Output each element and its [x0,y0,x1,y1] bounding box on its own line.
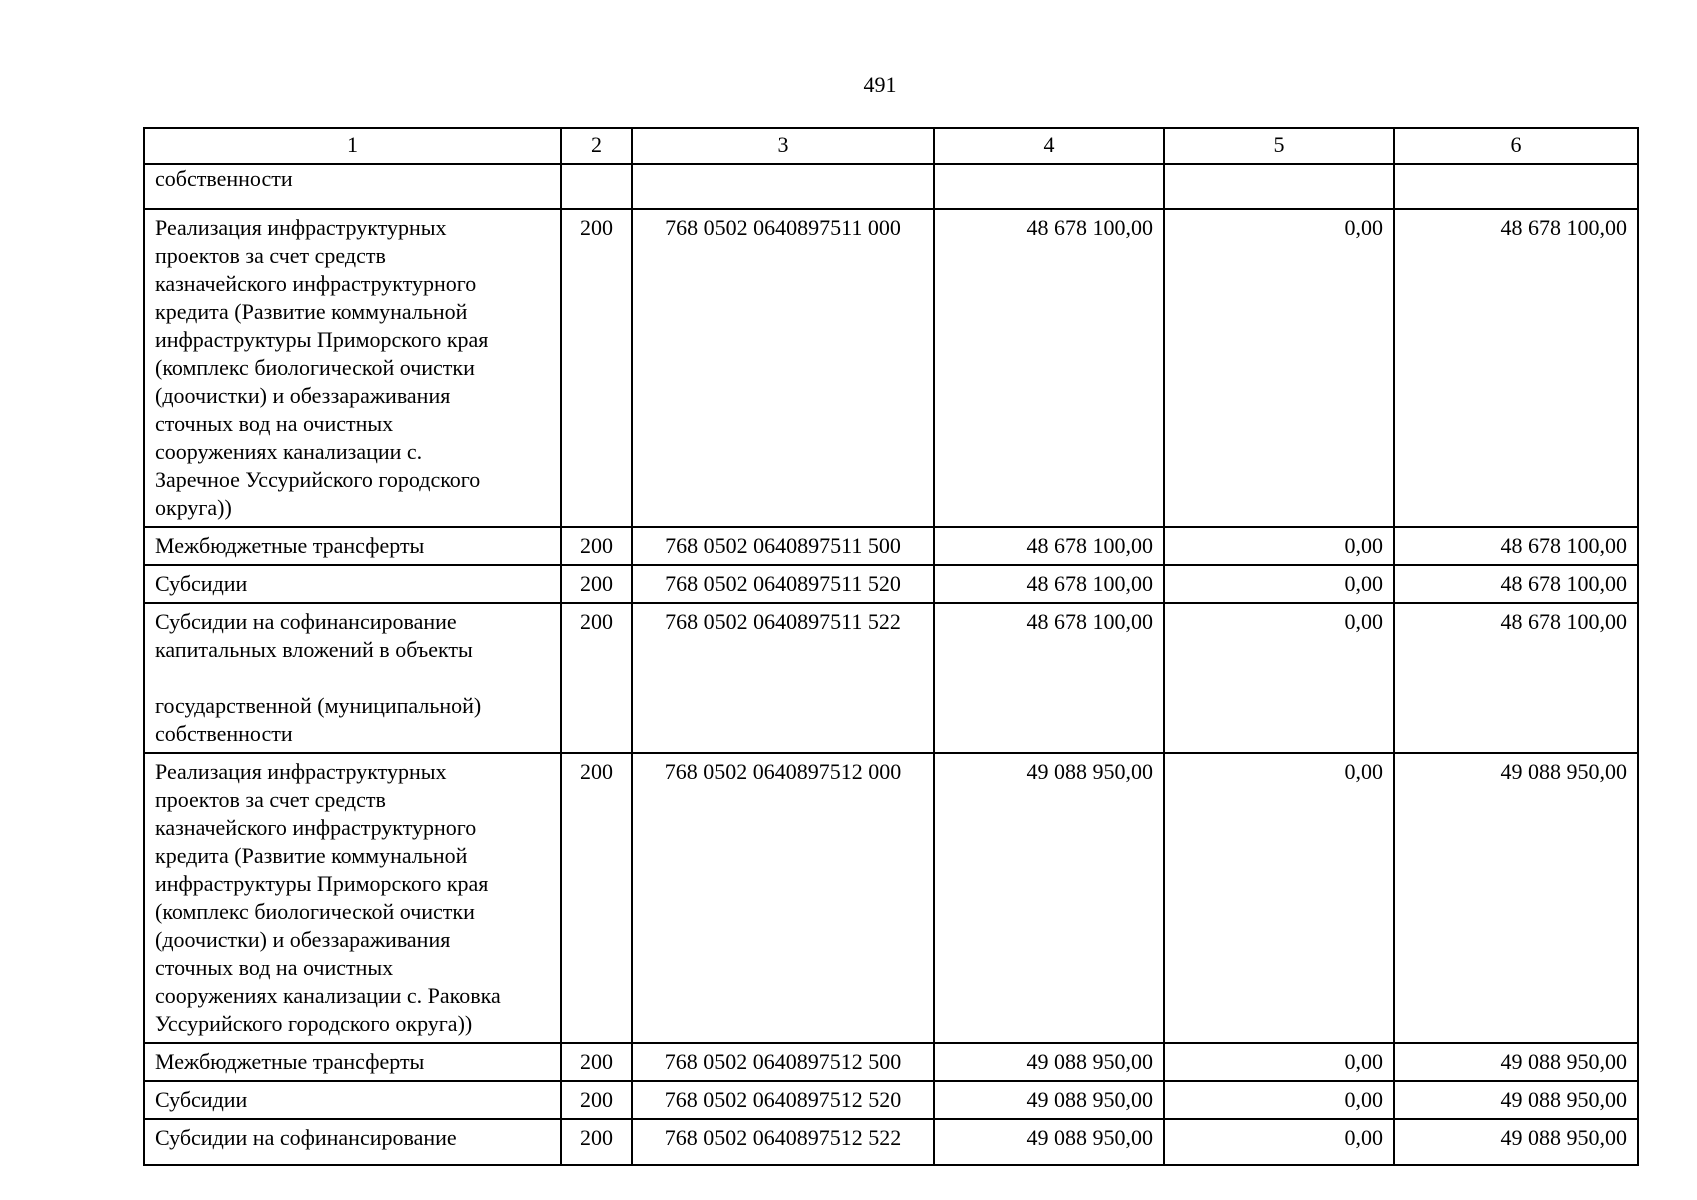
table-row [144,565,1638,603]
row-value-5: 0,00 [1164,565,1394,603]
page-number: 491 [863,72,897,97]
row-value-4: 48 678 100,00 [934,565,1164,603]
table-header-row [144,128,1638,164]
table-row [144,603,1638,753]
row-value-5: 0,00 [1164,603,1394,753]
row-name: Реализация инфраструктурных проектов за счет средств казначейского инфраструктурного кредита (Развитие коммунальной инфраструктуры Приморского края (комплекс биологической очистки (доочистки) и обеззараживания сточных вод на очистных сооружениях канализации с. Раковка Уссурийского городского округа)) [144,753,561,1043]
column-header: 2 [561,128,632,164]
row-name: Межбюджетные трансферты [144,1043,561,1081]
row-value-4: 49 088 950,00 [934,1081,1164,1119]
row-code: 768 0502 0640897511 520 [632,565,934,603]
row-value-5: 0,00 [1164,1043,1394,1081]
row-value-6: 48 678 100,00 [1394,565,1638,603]
row-value-4: 49 088 950,00 [934,753,1164,1043]
row-value-5 [1164,164,1394,209]
row-col2: 200 [561,527,632,565]
row-value-5: 0,00 [1164,527,1394,565]
row-col2: 200 [561,209,632,527]
row-name: Субсидии на софинансирование капитальных вложений в объекты государственной (муниципальной) собственности [144,603,561,753]
row-value-6: 49 088 950,00 [1394,1119,1638,1165]
row-col2: 200 [561,565,632,603]
row-code: 768 0502 0640897511 522 [632,603,934,753]
table-row [144,527,1638,565]
row-code: 768 0502 0640897511 500 [632,527,934,565]
row-code: 768 0502 0640897511 000 [632,209,934,527]
table-row [144,1119,1638,1165]
row-name: Межбюджетные трансферты [144,527,561,565]
row-value-6: 48 678 100,00 [1394,603,1638,753]
column-header: 3 [632,128,934,164]
row-value-4 [934,164,1164,209]
table-row [144,1081,1638,1119]
table-row [144,209,1638,527]
row-code: 768 0502 0640897512 500 [632,1043,934,1081]
row-code: 768 0502 0640897512 000 [632,753,934,1043]
row-value-6: 49 088 950,00 [1394,1081,1638,1119]
row-value-4: 48 678 100,00 [934,527,1164,565]
row-name: Субсидии [144,565,561,603]
table-row [144,753,1638,1043]
row-name: собственности [144,164,561,209]
budget-table [143,127,1639,1166]
table-row [144,1043,1638,1081]
row-value-6: 48 678 100,00 [1394,527,1638,565]
column-header: 6 [1394,128,1638,164]
row-code: 768 0502 0640897512 522 [632,1119,934,1165]
row-name: Реализация инфраструктурных проектов за счет средств казначейского инфраструктурного кредита (Развитие коммунальной инфраструктуры Приморского края (комплекс биологической очистки (доочистки) и обеззараживания сточных вод на очистных сооружениях канализации с. Заречное Уссурийского городского округа)) [144,209,561,527]
row-col2: 200 [561,1043,632,1081]
column-header: 5 [1164,128,1394,164]
column-header: 4 [934,128,1164,164]
row-value-4: 48 678 100,00 [934,209,1164,527]
row-col2: 200 [561,1119,632,1165]
row-name: Субсидии [144,1081,561,1119]
row-value-4: 48 678 100,00 [934,603,1164,753]
row-value-4: 49 088 950,00 [934,1043,1164,1081]
row-col2: 200 [561,1081,632,1119]
row-col2: 200 [561,753,632,1043]
row-value-6: 48 678 100,00 [1394,209,1638,527]
row-col2 [561,164,632,209]
row-col2: 200 [561,603,632,753]
row-value-5: 0,00 [1164,1081,1394,1119]
row-value-5: 0,00 [1164,1119,1394,1165]
table-row [144,164,1638,209]
column-header: 1 [144,128,561,164]
row-value-4: 49 088 950,00 [934,1119,1164,1165]
row-value-6 [1394,164,1638,209]
row-value-5: 0,00 [1164,209,1394,527]
row-value-6: 49 088 950,00 [1394,1043,1638,1081]
row-name: Субсидии на софинансирование [144,1119,561,1165]
row-value-6: 49 088 950,00 [1394,753,1638,1043]
row-code: 768 0502 0640897512 520 [632,1081,934,1119]
row-code [632,164,934,209]
row-value-5: 0,00 [1164,753,1394,1043]
